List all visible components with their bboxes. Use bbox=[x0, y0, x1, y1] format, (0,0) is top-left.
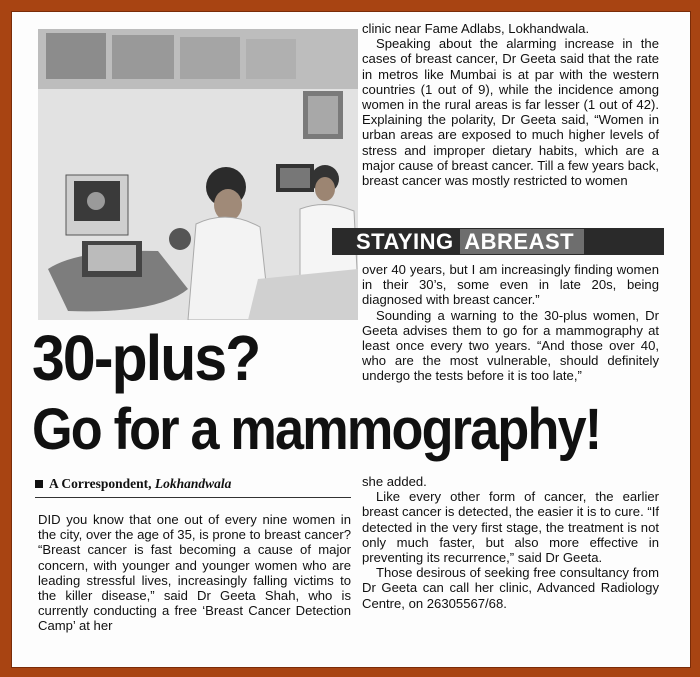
paragraph: DID you know that one out of every nine women in the city, over the age of 35, is prone to breast cancer? “Breast cancer is fast becoming a cause of major concern, with younger and younger women who are leading stressful lives, increasingly falling victims to the killer disease,” said Dr Geeta Shah, who is currently conducting a free ‘Breast Cancer Detection Camp’ at her bbox=[38, 512, 351, 634]
byline-place: Lokhandwala bbox=[154, 476, 232, 491]
paragraph: Those desirous of seeking free consultancy from Dr Geeta can call her clinic, Advanced Radiology Centre, on 26305567/68. bbox=[362, 565, 659, 611]
byline-rule bbox=[35, 497, 351, 498]
headline-line-1: 30-plus? bbox=[32, 322, 260, 394]
bullet-square-icon bbox=[35, 480, 43, 488]
article-column-left bbox=[38, 512, 351, 634]
paragraph: clinic near Fame Adlabs, Lokhandwala. bbox=[362, 21, 590, 36]
kicker-word-abreast: ABREAST bbox=[460, 229, 584, 254]
clinic-photo bbox=[38, 29, 358, 320]
paragraph: Sounding a warning to the 30-plus women, Dr Geeta advises them to go for a mammography at least once every two years. “And those over 40, who are the most vulnerable, should definitely undergo the tests before it is too late,” bbox=[362, 307, 659, 384]
byline-author: A Correspondent, bbox=[49, 476, 152, 491]
section-kicker bbox=[332, 228, 664, 255]
article-column-right-bottom bbox=[362, 474, 659, 611]
paragraph: over 40 years, but I am increasingly finding women in their 30’s, some even in late 20s, being diagnosed with breast cancer.” bbox=[362, 262, 659, 308]
byline bbox=[35, 476, 231, 492]
article-column-right-top bbox=[362, 21, 659, 188]
headline-line-2: Go for a mammography! bbox=[32, 397, 601, 462]
paragraph: Like every other form of cancer, the earlier breast cancer is detected, the easier it is to cure. “If detected in the very first stage, the treatment is not only much faster, but also more effective in preventing its recurrence,” said Dr Geeta. bbox=[362, 489, 659, 566]
paragraph: she added. bbox=[362, 474, 427, 489]
article-column-right-mid bbox=[362, 262, 659, 384]
paragraph: Speaking about the alarming increase in the cases of breast cancer, Dr Geeta said that the rate in metros like Mumbai is at par with the western countries (1 out of 9), while the incidence among women in the rural areas is far lesser (1 out of 42). Explaining the polarity, Dr Geeta said, “Women in urban areas are exposed to much higher levels of stress and improper dietary habits, which are a major cause of breast cancer. Till a few years back, breast cancer was mostly restricted to women bbox=[362, 36, 659, 189]
kicker-word-staying: STAYING bbox=[356, 229, 454, 254]
